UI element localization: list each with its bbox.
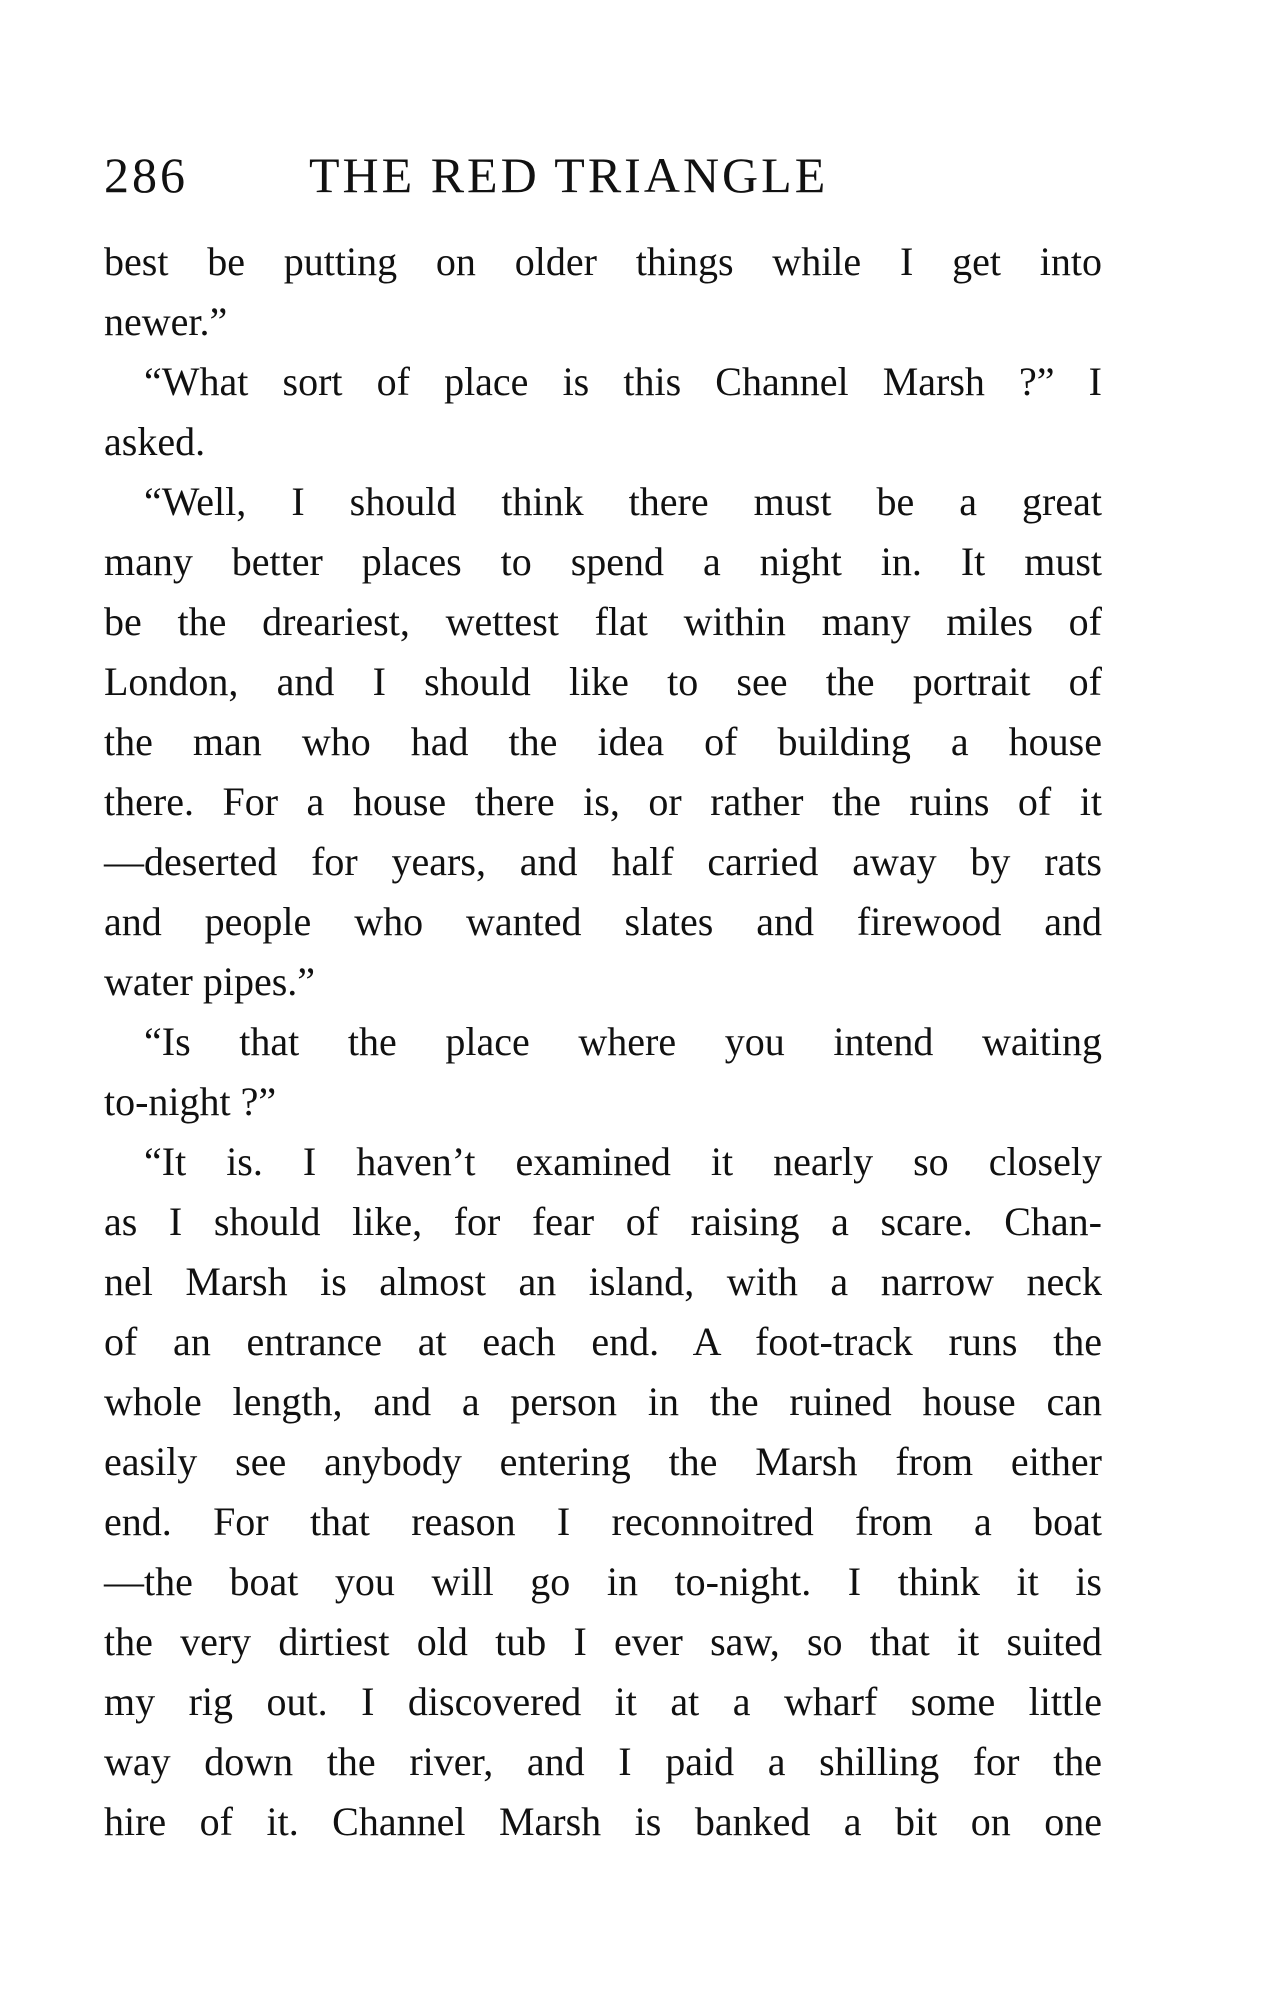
text-line: asked. xyxy=(104,419,206,464)
text-line: “It is. I haven’t examined it nearly so closely xyxy=(144,1139,1102,1184)
text-line: “What sort of place is this Channel Marsh ?” I xyxy=(144,359,1102,404)
text-line: London, and I should like to see the portrait of xyxy=(104,659,1102,704)
text-line: many better places to spend a night in. It must xyxy=(104,539,1102,584)
text-line: best be putting on older things while I get into xyxy=(104,239,1102,284)
text-line: there. For a house there is, or rather the ruins of it xyxy=(104,779,1102,824)
text-line: be the dreariest, wettest flat within many miles of xyxy=(104,599,1102,644)
text-line: of an entrance at each end. A foot-track runs the xyxy=(104,1319,1102,1364)
text-line: “Is that the place where you intend waiting xyxy=(144,1019,1102,1064)
text-line: newer.” xyxy=(104,299,228,344)
text-line: —deserted for years, and half carried away by rats xyxy=(104,839,1102,884)
text-line: to-night ?” xyxy=(104,1079,277,1124)
text-line: water pipes.” xyxy=(104,959,316,1004)
text-line: and people who wanted slates and firewood and xyxy=(104,899,1102,944)
text-line: —the boat you will go in to-night. I think it is xyxy=(104,1559,1102,1604)
text-line: as I should like, for fear of raising a scare. Chan- xyxy=(104,1199,1102,1244)
running-title: THE RED TRIANGLE xyxy=(309,147,829,203)
page-header xyxy=(104,140,1104,210)
text-line: easily see anybody entering the Marsh from either xyxy=(104,1439,1102,1484)
text-line: hire of it. Channel Marsh is banked a bit on one xyxy=(104,1799,1102,1844)
text-line: the man who had the idea of building a house xyxy=(104,719,1102,764)
text-line: way down the river, and I paid a shilling for the xyxy=(104,1739,1102,1784)
text-line: end. For that reason I reconnoitred from a boat xyxy=(104,1499,1102,1544)
text-line: whole length, and a person in the ruined house can xyxy=(104,1379,1102,1424)
body-text xyxy=(104,232,1102,1852)
text-line: my rig out. I discovered it at a wharf some little xyxy=(104,1679,1102,1724)
page-number: 286 xyxy=(104,147,188,203)
text-line: “Well, I should think there must be a great xyxy=(144,479,1102,524)
text-line: the very dirtiest old tub I ever saw, so that it suited xyxy=(104,1619,1102,1664)
text-line: nel Marsh is almost an island, with a narrow neck xyxy=(104,1259,1102,1304)
